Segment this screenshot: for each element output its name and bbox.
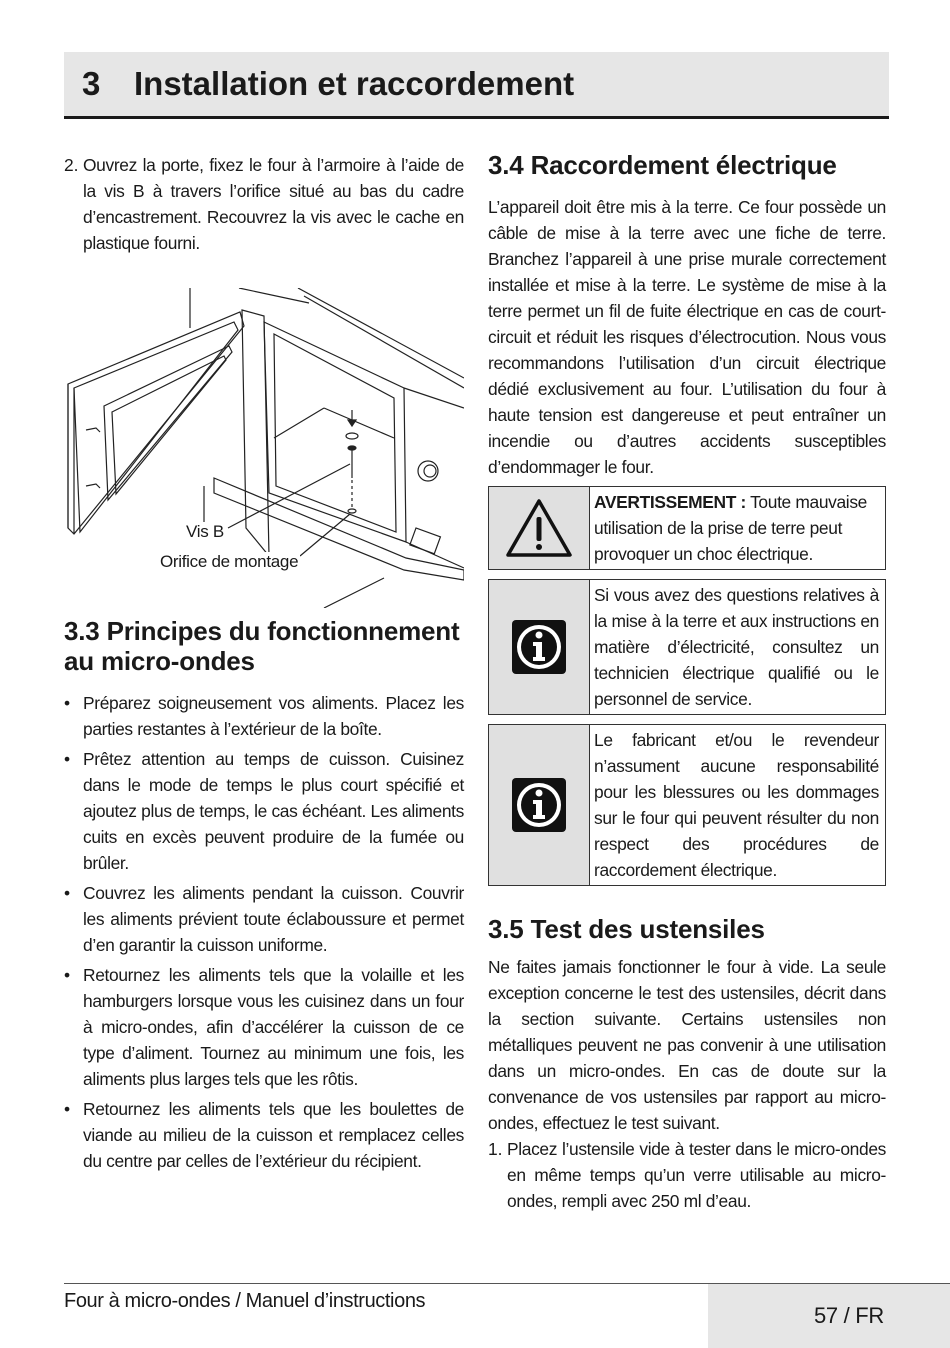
- page-number: 57 / FR: [813, 1303, 884, 1328]
- section-3-3-bullets: [64, 690, 464, 1174]
- list-item: [64, 880, 464, 958]
- warning-text-cell: [590, 487, 885, 569]
- info-text-cell: [590, 725, 885, 885]
- info-icon-cell: [489, 580, 590, 714]
- right-column: [488, 150, 886, 1214]
- bullet-text: Retournez les aliments tels que les boulettes de viande au milieu de la cuisson et remplacez celles du centre par celles de l’extérieur du récipient.: [83, 1099, 464, 1171]
- step-text: Placez l’ustensile vide à tester dans le micro-ondes en même temps qu’un verre utilisable au micro-ondes, rempli avec 250 ml d’eau.: [507, 1139, 886, 1211]
- bullet-text: Couvrez les aliments pendant la cuisson. Couvrir les aliments prévient toute éclaboussure et permet d’en garantir la cuisson uniforme.: [83, 883, 464, 955]
- warning-message: Toute mauvaise utilisation de la prise de terre peut provoquer un choc électrique.: [594, 492, 867, 564]
- info-box-1: [488, 579, 886, 715]
- left-column: [64, 152, 464, 1178]
- list-item: [64, 962, 464, 1092]
- info-box-2: [488, 724, 886, 886]
- warning-label: AVERTISSEMENT :: [594, 492, 746, 512]
- section-3-5-title: 3.5 Test des ustensiles: [488, 914, 765, 944]
- warning-text: [594, 489, 879, 567]
- warning-box: [488, 486, 886, 570]
- label-mounting-hole: Orifice de montage: [160, 552, 299, 571]
- info-text: Le fabricant et/ou le revendeur n’assument aucune responsabilité pour les blessures ou les dommages sur le four qui peuvent résulter du non respect des procédures de raccordement électrique.: [594, 730, 879, 880]
- footer-page-box: [708, 1284, 950, 1348]
- step-2: [64, 152, 464, 256]
- step-1: [488, 1136, 886, 1214]
- list-item: [64, 746, 464, 876]
- bullet-dot: •: [64, 693, 71, 713]
- section-3-4-title: 3.4 Raccordement électrique: [488, 150, 837, 180]
- bullet-dot: •: [64, 883, 71, 903]
- warning-triangle-icon: [504, 497, 574, 559]
- warning-icon-cell: [489, 487, 590, 569]
- bullet-dot: •: [64, 749, 71, 769]
- step-number: 2.: [64, 155, 79, 175]
- bullet-dot: •: [64, 965, 71, 985]
- bullet-text: Préparez soigneusement vos aliments. Placez les parties restantes à l’extérieur de la boîte.: [83, 693, 464, 739]
- installation-figure: [64, 288, 464, 608]
- info-text-cell: [590, 580, 885, 714]
- footer-manual-title: Four à micro-ondes / Manuel d’instructions: [64, 1290, 426, 1312]
- chapter-number: 3: [82, 65, 101, 102]
- bullet-dot: •: [64, 1099, 71, 1119]
- info-icon: [510, 776, 568, 834]
- label-screw-b: Vis B: [186, 522, 224, 541]
- bullet-text: Prêtez attention au temps de cuisson. Cuisinez dans le mode de temps le plus court spécifié et ajoutez plus de temps, le cas échéant. Les aliments cuits en excès peuvent produire de la fumée ou brûler.: [83, 749, 464, 873]
- bullet-text: Retournez les aliments tels que la volaille et les hamburgers lorsque vous les cuisinez dans un four à micro-ondes, afin d’accélérer la cuisson de ce type d’aliment. Tournez au minimum une fois, les aliments plus larges tels que les rôtis.: [83, 965, 464, 1089]
- list-item: [64, 1096, 464, 1174]
- chapter-header: [64, 52, 889, 119]
- section-3-3-title: 3.3 Principes du fonctionnement au micro-ondes: [64, 616, 460, 676]
- info-icon: [510, 618, 568, 676]
- list-item: [64, 690, 464, 742]
- step-number: 1.: [488, 1139, 503, 1159]
- section-3-4-body: L’appareil doit être mis à la terre. Ce four possède un câble de mise à la terre avec une fiche de terre. Branchez l’appareil à une prise murale correctement installée et mise à la terre. Le système de mise à la terre permet un fil de fuite électrique en cas de court-circuit et réduit les risques d’électrocution. Nous vous recommandons l’utilisation d’un circuit électrique dédié exclusivement au four. L’utilisation du four à haute tension est dangereuse et peut entraîner un incendie ou d’autres accidents susceptibles d’endommager le four.: [488, 197, 886, 477]
- section-3-5-body: Ne faites jamais fonctionner le four à vide. La seule exception concerne le test des ustensiles, décrit dans la section suivante. Certains ustensiles non métalliques peuvent ne pas convenir à une utilisation dans un micro-ondes. En cas de doute sur la convenance de vos ustensiles par rapport au micro-ondes, effectuez le test suivant.: [488, 957, 886, 1133]
- info-text: Si vous avez des questions relatives à la mise à la terre et aux instructions en matière d’électricité, consultez un technicien électrique qualifié ou le personnel de service.: [594, 585, 879, 709]
- chapter-title: Installation et raccordement: [134, 65, 575, 102]
- step-text: Ouvrez la porte, fixez le four à l’armoire à l’aide de la vis B à travers l’orifice situé au bas du cadre d’encastrement. Recouvrez la vis avec le cache en plastique fourni.: [83, 155, 464, 253]
- info-icon-cell: [489, 725, 590, 885]
